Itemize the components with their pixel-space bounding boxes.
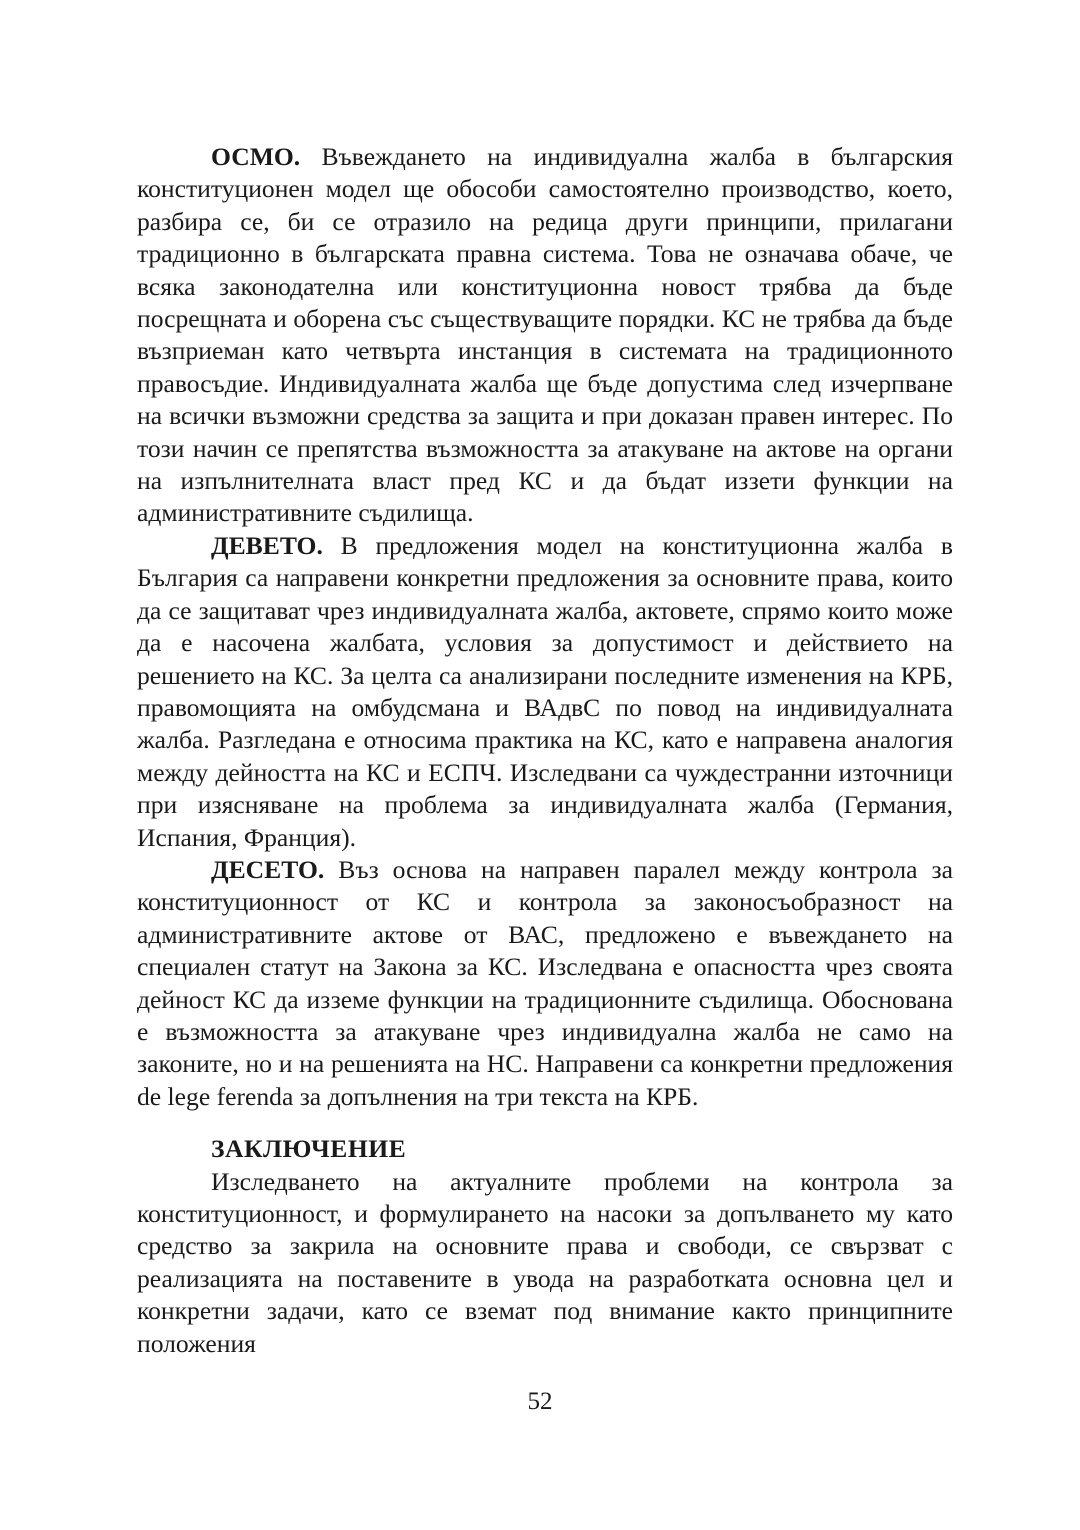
paragraph-lead: ДЕВЕТО.	[211, 530, 323, 560]
page-number: 52	[527, 1388, 553, 1415]
paragraph-text: В предложения модел на конституционна жалба в България са направени конкретни предложения за основните права, които да се защитават чрез индивидуалната жалба, актовете, спрямо които може да е насочена жалбата, условия за допустимост и действието на решението на КС. За целта са анализирани последните изменения на КРБ, правомощията на омбудсмана и ВАдвС по повод на индивидуалната жалба. Разгледана е относима практика на КС, като е направена аналогия между дейността на КС и ЕСПЧ. Изследвани са чуждестранни източници при изясняване на проблема за индивидуалната жалба (Германия, Испания, Франция).	[137, 530, 953, 852]
paragraph-text: Въвеждането на индивидуална жалба в българския конституционен модел ще обособи самостоятелно производство, което, разбира се, би се отразило на редица други принципи, прилагани традиционно в българската правна система. Това не означава обаче, че всяка законодателна или конституционна новост трябва да бъде посрещната и оборена със съществуващите порядки. КС не трябва да бъде възприеман като четвърта инстанция в системата на традиционното правосъдие. Индивидуалната жалба ще бъде допустима след изчерпване на всички възможни средства за защита и при доказан правен интерес. По този начин се препятства възможността за атакуване на актове на органи на изпълнителната власт пред КС и да бъдат иззети функции на административните съдилища.	[137, 142, 953, 528]
paragraph-osmo	[137, 141, 953, 530]
page-body	[137, 141, 953, 1360]
paragraph-text: Въз основа на направен паралел между контрола за конституционност от КС и контрола за законосъобразност на административните актове от ВАС, предложено е въвеждането на специален статут на Закона за КС. Изследвана е опасността чрез своята дейност КС да изземе функции на традиционните съдилища. Обоснована е възможността за атакуване чрез индивидуална жалба не само на законите, но и на решенията на НС. Направени са конкретни предложения de lege ferenda за допълнения на три текста на КРБ.	[137, 854, 953, 1111]
paragraph-lead: ОСМО.	[211, 142, 301, 171]
paragraph-deveto	[137, 530, 953, 854]
conclusion-paragraph: Изследването на актуалните проблеми на контрола за конституционност, и формулирането на насоки за допълването му като средство за закрила на основните права и свободи, се свързват с реализацията на поставените в увода на разработката основна цел и конкретни задачи, като се вземат под внимание както принципните положения	[137, 1166, 953, 1358]
paragraph-lead: ДЕСЕТО.	[211, 854, 325, 884]
conclusion-heading: ЗАКЛЮЧЕНИЕ	[211, 1134, 407, 1164]
paragraph-deseto	[137, 854, 953, 1113]
